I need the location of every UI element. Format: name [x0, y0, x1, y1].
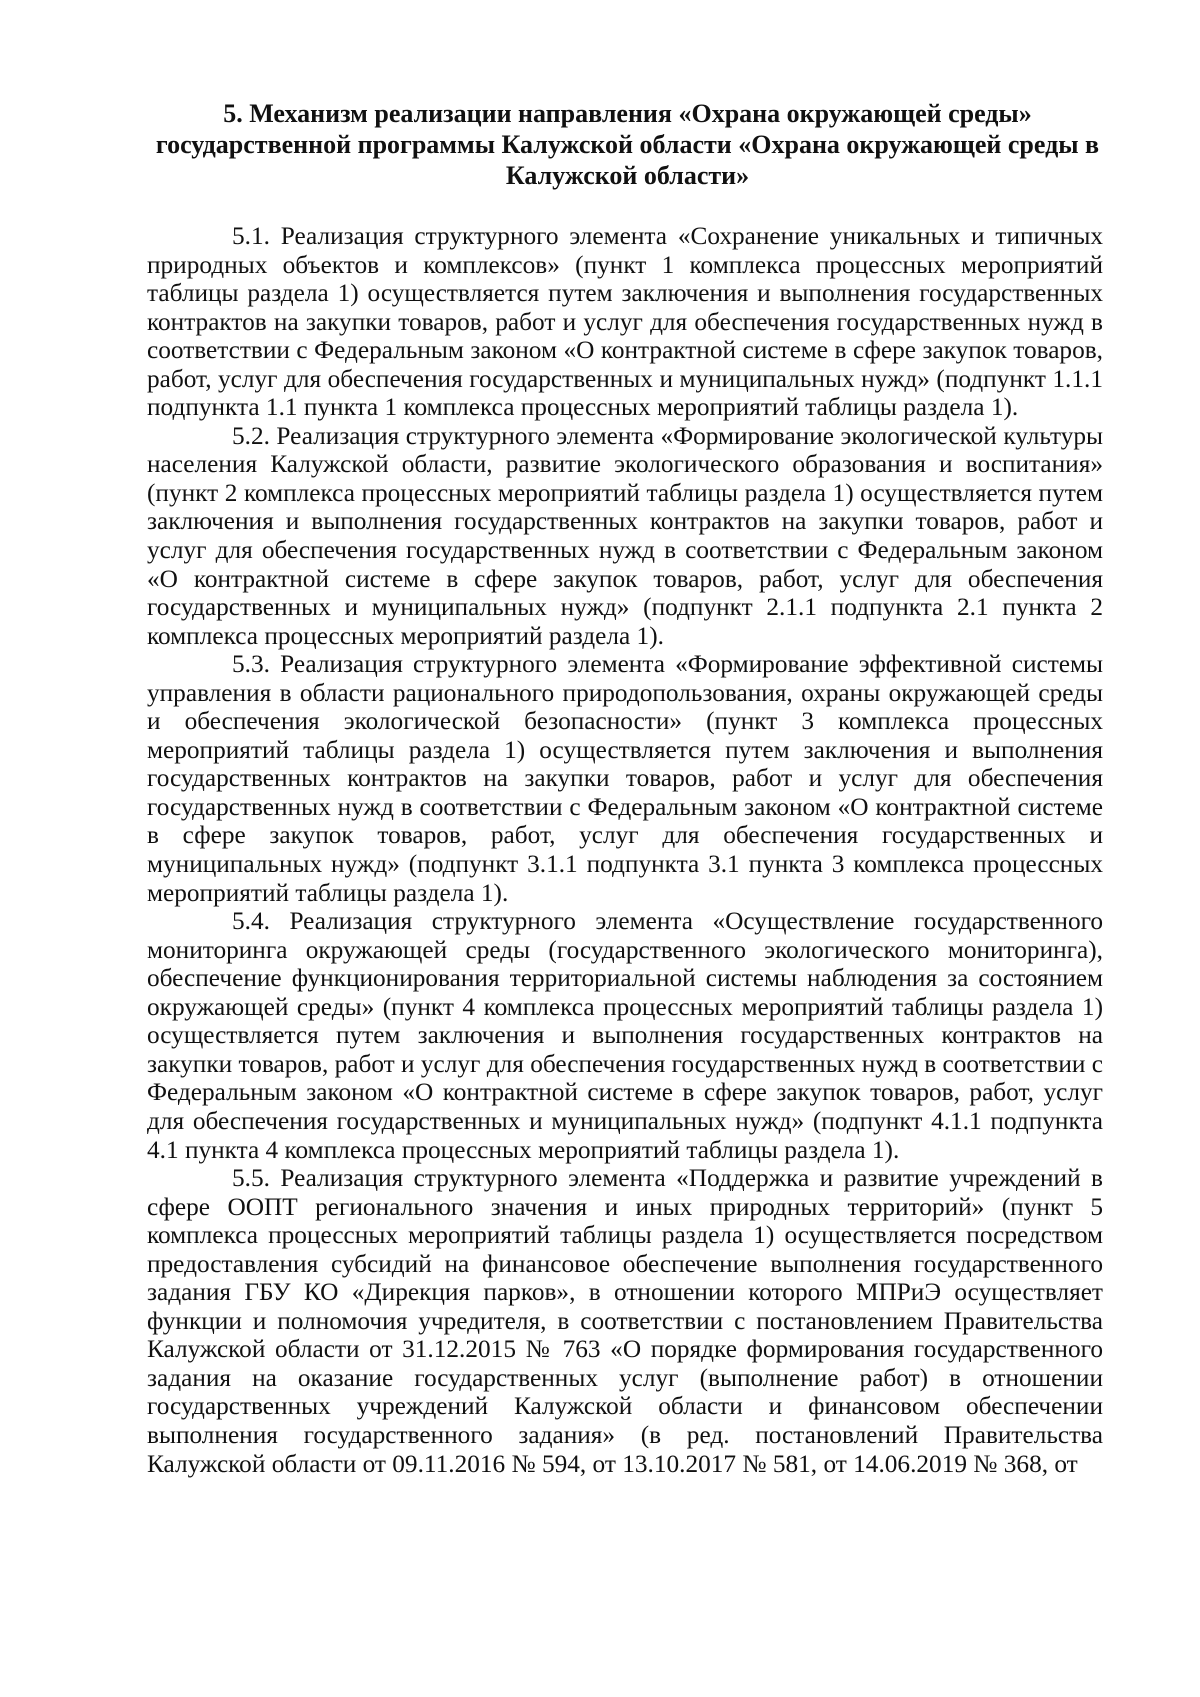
paragraph-5-4: 5.4. Реализация структурного элемента «Осуществление государственного мониторинга окружающей среды (государственного экологического мониторинга), обеспечение функционирования территориальной системы наблюдения за состоянием окружающей среды» (пункт 4 комплекса процессных мероприятий таблицы раздела 1) осуществляется путем заключения и выполнения государственных контрактов на закупки товаров, работ и услуг для обеспечения государственных нужд в соответствии с Федеральным законом «О контрактной системе в сфере закупок товаров, работ, услуг для обеспечения государственных и муниципальных нужд» (подпункт 4.1.1 подпункта 4.1 пункта 4 комплекса процессных мероприятий таблицы раздела 1). — [147, 907, 1103, 1164]
paragraph-5-3: 5.3. Реализация структурного элемента «Формирование эффективной системы управления в области рационального природопользования, охраны окружающей среды и обеспечения экологической безопасности» (пункт 3 комплекса процессных мероприятий таблицы раздела 1) осуществляется путем заключения и выполнения государственных контрактов на закупки товаров, работ и услуг для обеспечения государственных нужд в соответствии с Федеральным законом «О контрактной системе в сфере закупок товаров, работ, услуг для обеспечения государственных и муниципальных нужд» (подпункт 3.1.1 подпункта 3.1 пункта 3 комплекса процессных мероприятий таблицы раздела 1). — [147, 650, 1103, 907]
paragraph-5-2: 5.2. Реализация структурного элемента «Формирование экологической культуры населения Калужской области, развитие экологического образования и воспитания» (пункт 2 комплекса процессных мероприятий таблицы раздела 1) осуществляется путем заключения и выполнения государственных контрактов на закупки товаров, работ и услуг для обеспечения государственных нужд в соответствии с Федеральным законом «О контрактной системе в сфере закупок товаров, работ, услуг для обеспечения государственных и муниципальных нужд» (подпункт 2.1.1 подпункта 2.1 пункта 2 комплекса процессных мероприятий раздела 1). — [147, 421, 1103, 650]
section-heading: 5. Механизм реализации направления «Охрана окружающей среды» государственной программы Калужской области «Охрана окружающей среды в Калужской области» — [155, 99, 1100, 190]
paragraph-5-1: 5.1. Реализация структурного элемента «Сохранение уникальных и типичных природных объектов и комплексов» (пункт 1 комплекса процессных мероприятий таблицы раздела 1) осуществляется путем заключения и выполнения государственных контрактов на закупки товаров, работ и услуг для обеспечения государственных нужд в соответствии с Федеральным законом «О контрактной системе в сфере закупок товаров, работ, услуг для обеспечения государственных и муниципальных нужд» (подпункт 1.1.1 подпункта 1.1 пункта 1 комплекса процессных мероприятий таблицы раздела 1). — [147, 222, 1103, 422]
section-body — [147, 222, 1103, 1478]
paragraph-5-5: 5.5. Реализация структурного элемента «Поддержка и развитие учреждений в сфере ООПТ регионального значения и иных природных территорий» (пункт 5 комплекса процессных мероприятий таблицы раздела 1) осуществляется посредством предоставления субсидий на финансовое обеспечение выполнения государственного задания ГБУ КО «Дирекция парков», в отношении которого МПРиЭ осуществляет функции и полномочия учредителя, в соответствии с постановлением Правительства Калужской области от 31.12.2015 № 763 «О порядке формирования государственного задания на оказание государственных услуг (выполнение работ) в отношении государственных учреждений Калужской области и финансовом обеспечении выполнения государственного задания» (в ред. постановлений Правительства Калужской области от 09.11.2016 № 594, от 13.10.2017 № 581, от 14.06.2019 № 368, от — [147, 1164, 1103, 1478]
